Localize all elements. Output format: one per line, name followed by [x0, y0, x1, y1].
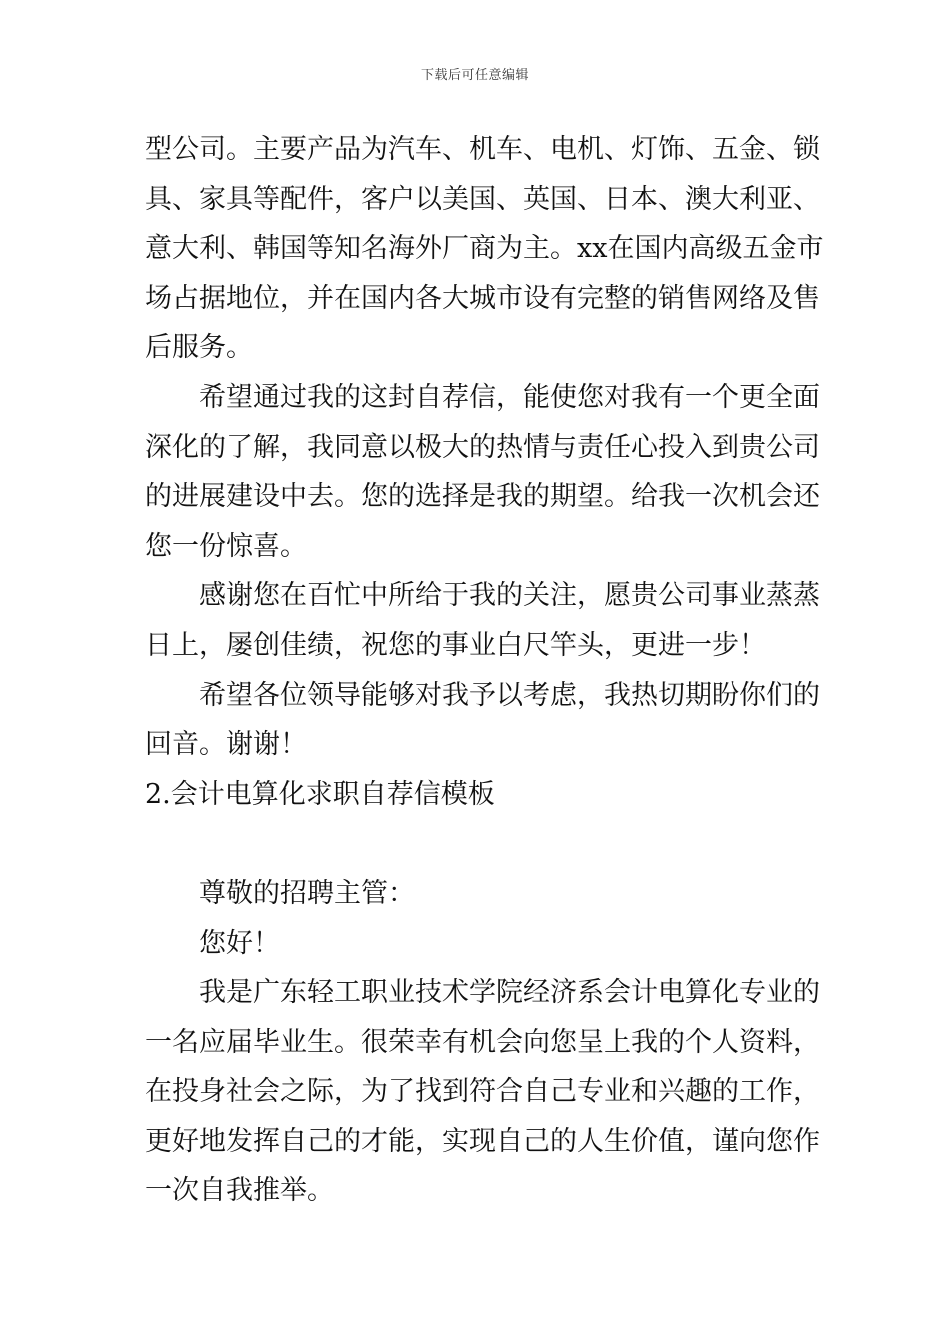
paragraph-start-line: 感谢您在百忙中所给于我的关注，愿贵公司事业蒸蒸 [199, 580, 820, 612]
body-line: 型公司。主要产品为汽车、机车、电机、灯饰、五金、锁 [145, 134, 820, 165]
body-line: 意大利、韩国等知名海外厂商为主。xx在国内高级五金市 [145, 233, 824, 265]
body-line: 一次自我推举。 [145, 1175, 334, 1207]
page-header: 下载后可任意编辑 [420, 68, 529, 83]
greeting: 您好！ [199, 927, 280, 959]
body-line: 更好地发挥自己的才能，实现自己的人生价值，谨向您作 [145, 1125, 820, 1157]
paragraph-start-line: 我是广东轻工职业技术学院经济系会计电算化专业的 [199, 977, 820, 1009]
paragraph-start-line: 希望各位领导能够对我予以考虑，我热切期盼你们的 [199, 679, 820, 711]
salutation: 尊敬的招聘主管： [199, 877, 415, 909]
body-line: 后服务。 [145, 332, 253, 364]
body-line: 在投身社会之际，为了找到符合自己专业和兴趣的工作， [145, 1076, 820, 1108]
body-line: 场占据地位，并在国内各大城市设有完整的销售网络及售 [145, 282, 820, 314]
blank-line [145, 819, 810, 869]
body-line: 具、家具等配件，客户以美国、英国、日本、澳大利亚、 [145, 183, 820, 215]
body-line: 您一份惊喜。 [145, 530, 307, 562]
body-line: 一名应届毕业生。很荣幸有机会向您呈上我的个人资料， [145, 1026, 820, 1058]
body-line: 深化的了解，我同意以极大的热情与责任心投入到贵公司 [145, 431, 820, 463]
paragraph-start-line: 希望通过我的这封自荐信，能使您对我有一个更全面 [199, 381, 820, 413]
body-line: 回音。谢谢！ [145, 729, 307, 761]
section-heading: 2.会计电算化求职自荐信模板 [145, 778, 495, 810]
document-body [145, 125, 824, 1216]
body-line: 日上，屡创佳绩，祝您的事业白尺竿头，更进一步！ [145, 629, 766, 661]
body-line: 的进展建设中去。您的选择是我的期望。给我一次机会还 [145, 481, 820, 513]
